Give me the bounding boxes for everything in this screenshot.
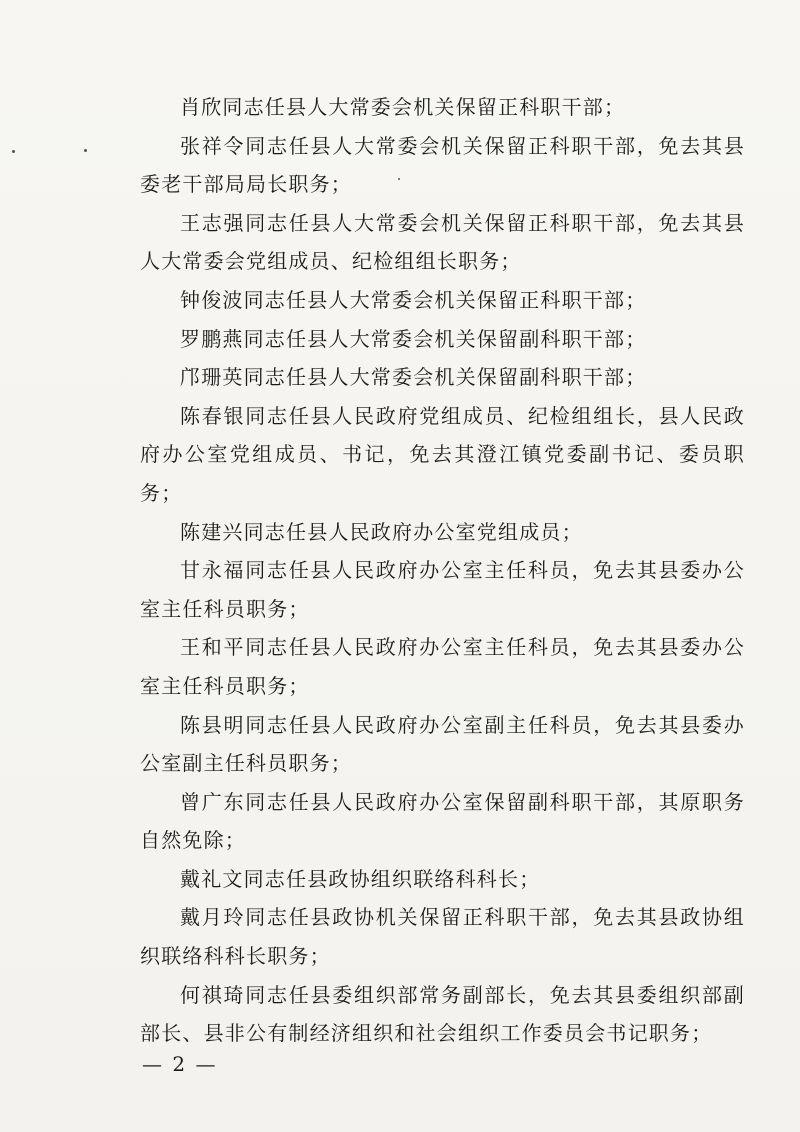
page-number: — 2 —: [142, 1052, 218, 1076]
paragraph: 陈县明同志任县人民政府办公室副主任科员，免去其县委办公室副主任科员职务；: [140, 712, 745, 776]
paragraph: 陈建兴同志任县人民政府办公室党组成员；: [180, 519, 583, 544]
paragraph: 王和平同志任县人民政府办公室主任科员，免去其县委办公室主任科员职务；: [140, 635, 745, 698]
paragraph: 陈春银同志任县人民政府党组成员、纪检组组长，县人民政府办公室党组成员、书记，免去其澄江镇党委副书记、委员职务；: [140, 403, 745, 505]
paragraph: 曾广东同志任县人民政府办公室保留副科职干部，其原职务自然免除；: [140, 789, 745, 853]
paragraph: 戴月玲同志任县政协机关保留正科职干部，免去其县政协组织联络科科长职务；: [140, 905, 745, 969]
paragraph: 钟俊波同志任县人大常委会机关保留正科职干部；: [180, 287, 647, 312]
paragraph: 戴礼文同志任县政协组织联络科科长；: [180, 866, 541, 891]
scan-speck: [12, 150, 15, 153]
paragraph: 罗鹏燕同志任县人大常委会机关保留副科职干部；: [180, 326, 647, 351]
document-body: [140, 88, 745, 1053]
scan-speck: [84, 149, 87, 152]
paragraph: 甘永福同志任县人民政府办公室主任科员，免去其县委办公室主任科员职务；: [140, 558, 745, 621]
paragraph: 何祺琦同志任县委组织部常务副部长，免去其县委组织部副部长、县非公有制经济组织和社会组织工作委员会书记职务；: [140, 982, 745, 1046]
paragraph: 张祥令同志任县人大常委会机关保留正科职干部，免去其县委老干部局局长职务；: [140, 133, 745, 197]
paragraph: 王志强同志任县人大常委会机关保留正科职干部，免去其县人大常委会党组成员、纪检组组长职务；: [140, 210, 745, 274]
paragraph: 邝珊英同志任县人大常委会机关保留副科职干部；: [180, 365, 647, 390]
paragraph: 肖欣同志任县人大常委会机关保留正科职干部；: [180, 95, 626, 119]
